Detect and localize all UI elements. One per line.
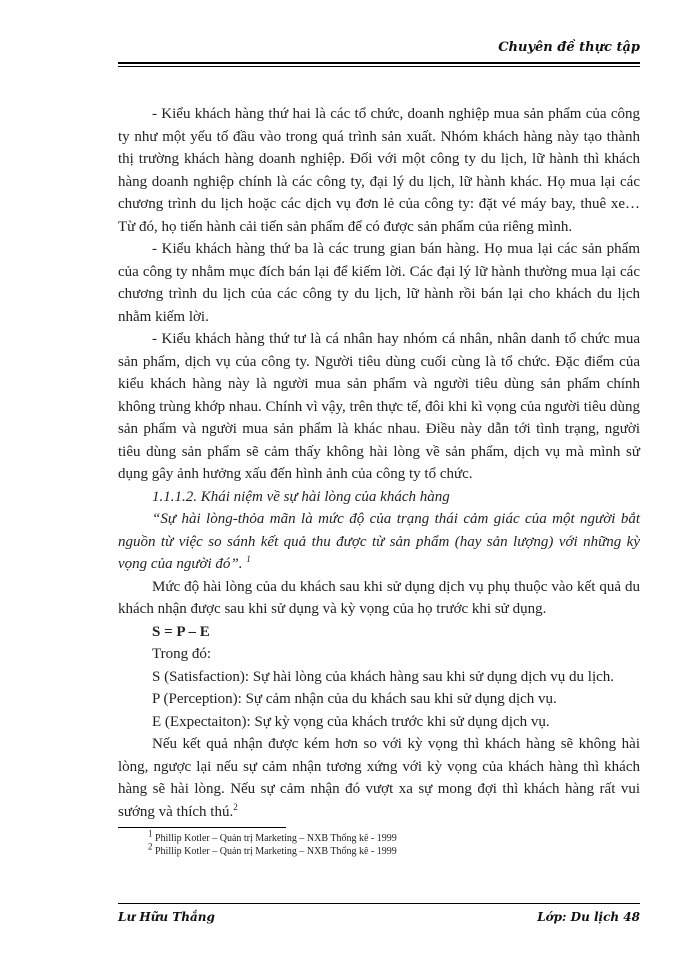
definition-quote xyxy=(118,508,640,576)
paragraph-satisfaction-level: Mức độ hài lòng của du khách sau khi sử dụng dịch vụ phụ thuộc vào kết quả du khách nhận được sau khi sử dụng và kỳ vọng của họ trước khi sử dụng. xyxy=(118,578,640,617)
footnote-text: Phillip Kotler – Quản trị Marketing – NXB Thống kê - 1999 xyxy=(155,833,397,844)
footnote-ref-1: 1 xyxy=(246,554,251,564)
paragraph-customer-type-4: - Kiểu khách hàng thứ tư là cá nhân hay nhóm cá nhân, nhân danh tổ chức mua sản phẩm, dịch vụ của công ty. Người tiêu dùng cuối cùng là tổ chức. Đặc điểm của kiểu khách hàng này là người mua sản phẩm và người tiêu dùng sản phẩm chính không trùng khớp nhau. Chính vì vậy, trên thực tế, đôi khi kì vọng của người tiêu dùng sản phẩm và người mua sản phẩm là khác nhau. Điều này dẫn tới tình trạng, người tiêu dùng sản phẩm sẽ cảm thấy không hài lòng về sản phẩm, dịch vụ mà mình sử dụng gây ảnh hưởng xấu đến hình ảnh của công ty tổ chức. xyxy=(118,331,640,482)
header-title: Chuyên đề thực tập xyxy=(498,40,640,55)
conclusion-text: Nếu kết quả nhận được kém hơn so với kỳ vọng thì khách hàng sẽ không hài lòng, ngược lại nếu sự cảm nhận tương xứng với kỳ vọng của khách hàng thì khách hàng sẽ hài lòng. Nếu sự cảm nhận đó vượt xa sự mong đợi thì khách hàng rất vui sướng và thích thú. xyxy=(118,736,640,820)
footnote-item xyxy=(148,841,397,858)
header-rule-thin xyxy=(118,66,640,67)
footnote-number: 2 xyxy=(148,841,153,852)
footnotes xyxy=(148,828,397,858)
footer-rule xyxy=(118,903,640,904)
section-heading: 1.1.1.2. Khái niệm về sự hài lòng của khách hàng xyxy=(152,488,450,505)
where-label: Trong đó: xyxy=(152,646,212,662)
paragraph-conclusion xyxy=(118,733,640,823)
footnote-number: 1 xyxy=(148,828,153,839)
definition-s: S (Satisfaction): Sự hài lòng của khách hàng sau khi sử dụng dịch vụ du lịch. xyxy=(152,668,615,685)
footnote-ref-2: 2 xyxy=(233,801,238,812)
footer-class: Lớp: Du lịch 48 xyxy=(537,910,640,924)
page-header xyxy=(118,38,640,62)
definition-p: P (Perception): Sự cảm nhận của du khách sau khi sử dụng dịch vụ. xyxy=(152,691,557,707)
footnote-separator xyxy=(118,827,286,828)
footnote-text: Phillip Kotler – Quản trị Marketing – NXB Thống kê - 1999 xyxy=(155,846,397,857)
definition-e: E (Expectaiton): Sự kỳ vọng của khách trước khi sử dụng dịch vụ. xyxy=(152,713,550,730)
quote-text: “Sự hài lòng-thỏa mãn là mức độ của trạng thái cảm giác của một người bắt nguồn từ việc so sánh kết quả thu được từ sản phẩm (hay sản lượng) với những kỳ vọng của người đó”. xyxy=(118,511,640,572)
page-body xyxy=(118,103,640,823)
formula: S = P – E xyxy=(152,623,210,640)
paragraph-customer-type-2: - Kiểu khách hàng thứ hai là các tổ chức, doanh nghiệp mua sản phẩm của công ty như một yếu tố đầu vào trong quá trình sản xuất. Nhóm khách hàng này tạo thành thị trường khách hàng doanh nghiệp. Đối với một công ty du lịch, lữ hành thì khách hàng doanh nghiệp chính là các công ty, đại lý du lịch, lữ hành khác. Họ mua lại các chương trình du lịch hoặc các dịch vụ đơn lẻ của công ty: đặt vé máy bay, thuê xe…Từ đó, họ tiến hành cải tiến sản phẩm để có được sản phẩm của riêng mình. xyxy=(118,106,640,235)
paragraph-customer-type-3: - Kiểu khách hàng thứ ba là các trung gian bán hàng. Họ mua lại các sản phẩm của công ty nhằm mục đích bán lại để kiếm lời. Các đại lý lữ hành thường mua lại các chương trình du lịch của các công ty du lịch, lữ hành rồi bán lại cho khách du lịch nhằm kiếm lời. xyxy=(118,241,640,325)
header-rule-thick xyxy=(118,62,640,64)
footnote-item xyxy=(148,828,397,845)
footer-author: Lư Hữu Thắng xyxy=(118,910,215,924)
